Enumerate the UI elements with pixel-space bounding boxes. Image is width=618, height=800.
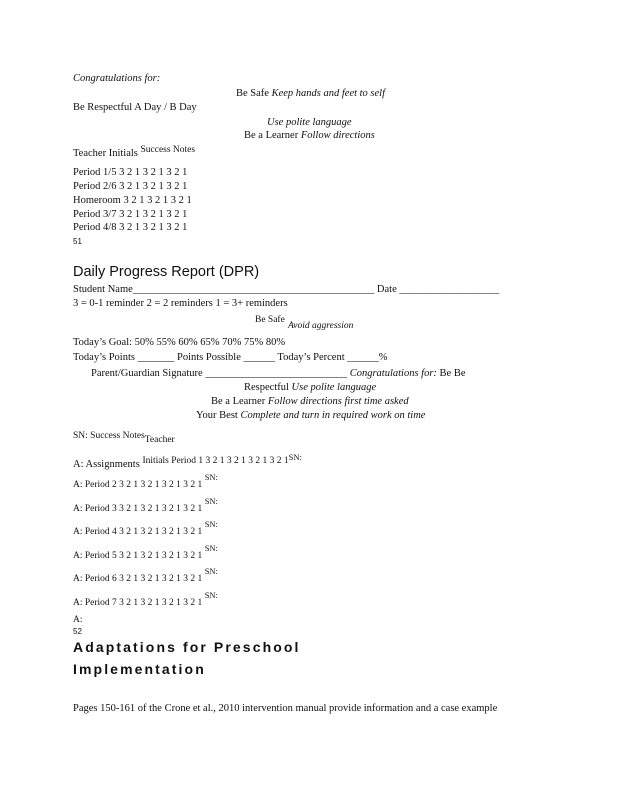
- period-text: A: Period 2 3 2 1 3 2 1 3 2 1 3 2 1: [73, 480, 203, 490]
- section-heading-line2: Implementation: [73, 661, 206, 677]
- be-learner-line: [211, 396, 409, 408]
- follow-directions-text: Follow directions: [300, 130, 375, 141]
- period-row: [73, 543, 218, 562]
- be-learner-line: [244, 130, 375, 142]
- be-respectful-label: Be Respectful: [73, 102, 133, 113]
- assignments-row: [73, 452, 302, 471]
- reminder-scale: 3 = 0-1 reminder 2 = 2 reminders 1 = 3+ reminders: [73, 298, 288, 309]
- period-row: [73, 496, 218, 515]
- congratulations-label: Congratulations for:: [349, 368, 437, 379]
- sn-label: SN:: [204, 496, 218, 506]
- be-safe-text: Keep hands and feet to self: [271, 88, 386, 99]
- follow-directions-text: Follow directions first time asked: [267, 396, 409, 407]
- todays-points: Today’s Points _______ Points Possible ______ Today’s Percent ______%: [73, 352, 388, 363]
- body-paragraph: Pages 150-161 of the Crone et al., 2010 intervention manual provide information and a case example: [73, 703, 498, 714]
- use-polite-text: Use polite language: [291, 382, 377, 393]
- be-learner-label: Be a Learner: [211, 396, 266, 407]
- period-row: Period 2/6 3 2 1 3 2 1 3 2 1: [73, 181, 188, 192]
- section-heading-line1: Adaptations for Preschool: [73, 639, 301, 655]
- success-notes-label: Success Notes: [140, 145, 196, 155]
- be-be-label: Be Be: [439, 368, 466, 379]
- teacher-initials-line: [73, 144, 196, 159]
- day-label: A Day / B Day: [134, 102, 197, 113]
- respectful-label: Respectful: [244, 382, 289, 393]
- date-label: Date: [376, 284, 397, 295]
- page-number: 52: [73, 627, 82, 636]
- sn-label: SN:: [204, 543, 218, 553]
- period-text: A: Period 4 3 2 1 3 2 1 3 2 1 3 2 1: [73, 527, 203, 537]
- period-row: Period 1/5 3 2 1 3 2 1 3 2 1: [73, 167, 188, 178]
- sn-label: SN:: [204, 519, 218, 529]
- period-text: A: Period 3 3 2 1 3 2 1 3 2 1 3 2 1: [73, 504, 203, 514]
- a-label: A:: [73, 615, 83, 625]
- congratulations-label: Congratulations for:: [73, 73, 161, 84]
- sn-label: SN:: [204, 472, 218, 482]
- assignments-label: A: Assignments: [73, 459, 140, 470]
- your-best-label: Your Best: [196, 410, 238, 421]
- teacher-initials-label: Teacher Initials: [73, 148, 138, 159]
- period-row: [73, 472, 218, 491]
- signature-line: Parent/Guardian Signature ___________________________ Congratulations for: Be Be: [91, 368, 466, 379]
- complete-work-text: Complete and turn in required work on time: [240, 410, 426, 421]
- period-row: [73, 590, 218, 609]
- use-polite-text: Use polite language: [267, 117, 352, 128]
- sn-label: SN:: [204, 566, 218, 576]
- teacher-label: Teacher: [144, 435, 175, 445]
- sn-label: SN:: [204, 590, 218, 600]
- period-row: [73, 566, 218, 585]
- period-row: Period 4/8 3 2 1 3 2 1 3 2 1: [73, 222, 188, 233]
- todays-goal: Today’s Goal: 50% 55% 60% 65% 70% 75% 80%: [73, 337, 286, 348]
- student-name-label: Student Name: [73, 284, 133, 295]
- period-row: [73, 519, 218, 538]
- your-best-line: [196, 410, 425, 422]
- avoid-aggression-text: Avoid aggression: [288, 321, 354, 331]
- be-safe-label: Be Safe: [236, 88, 269, 99]
- parent-signature-label: Parent/Guardian Signature: [91, 368, 203, 379]
- period-text: A: Period 7 3 2 1 3 2 1 3 2 1 3 2 1: [73, 598, 203, 608]
- be-respectful-line: [73, 102, 197, 114]
- student-name-line: Student Name______________________________________________ Date ___________________: [73, 284, 500, 295]
- period-row: Homeroom 3 2 1 3 2 1 3 2 1: [73, 195, 192, 206]
- be-safe-line: [236, 88, 385, 100]
- dpr-title: Daily Progress Report (DPR): [73, 264, 260, 280]
- page-number: 51: [73, 237, 82, 246]
- sn-success-notes-label: SN: Success Notes: [73, 431, 145, 441]
- initials-period-text: Initials Period 1 3 2 1 3 2 1 3 2 1 3 2 1: [142, 456, 289, 466]
- success-notes-line: [73, 430, 175, 445]
- be-safe-label: Be Safe: [255, 315, 285, 325]
- period-row: Period 3/7 3 2 1 3 2 1 3 2 1: [73, 209, 188, 220]
- period-text: A: Period 6 3 2 1 3 2 1 3 2 1 3 2 1: [73, 574, 203, 584]
- period-text: A: Period 5 3 2 1 3 2 1 3 2 1 3 2 1: [73, 551, 203, 561]
- be-learner-label: Be a Learner: [244, 130, 299, 141]
- respectful-line: [244, 382, 376, 394]
- sn-label: SN:: [288, 452, 302, 462]
